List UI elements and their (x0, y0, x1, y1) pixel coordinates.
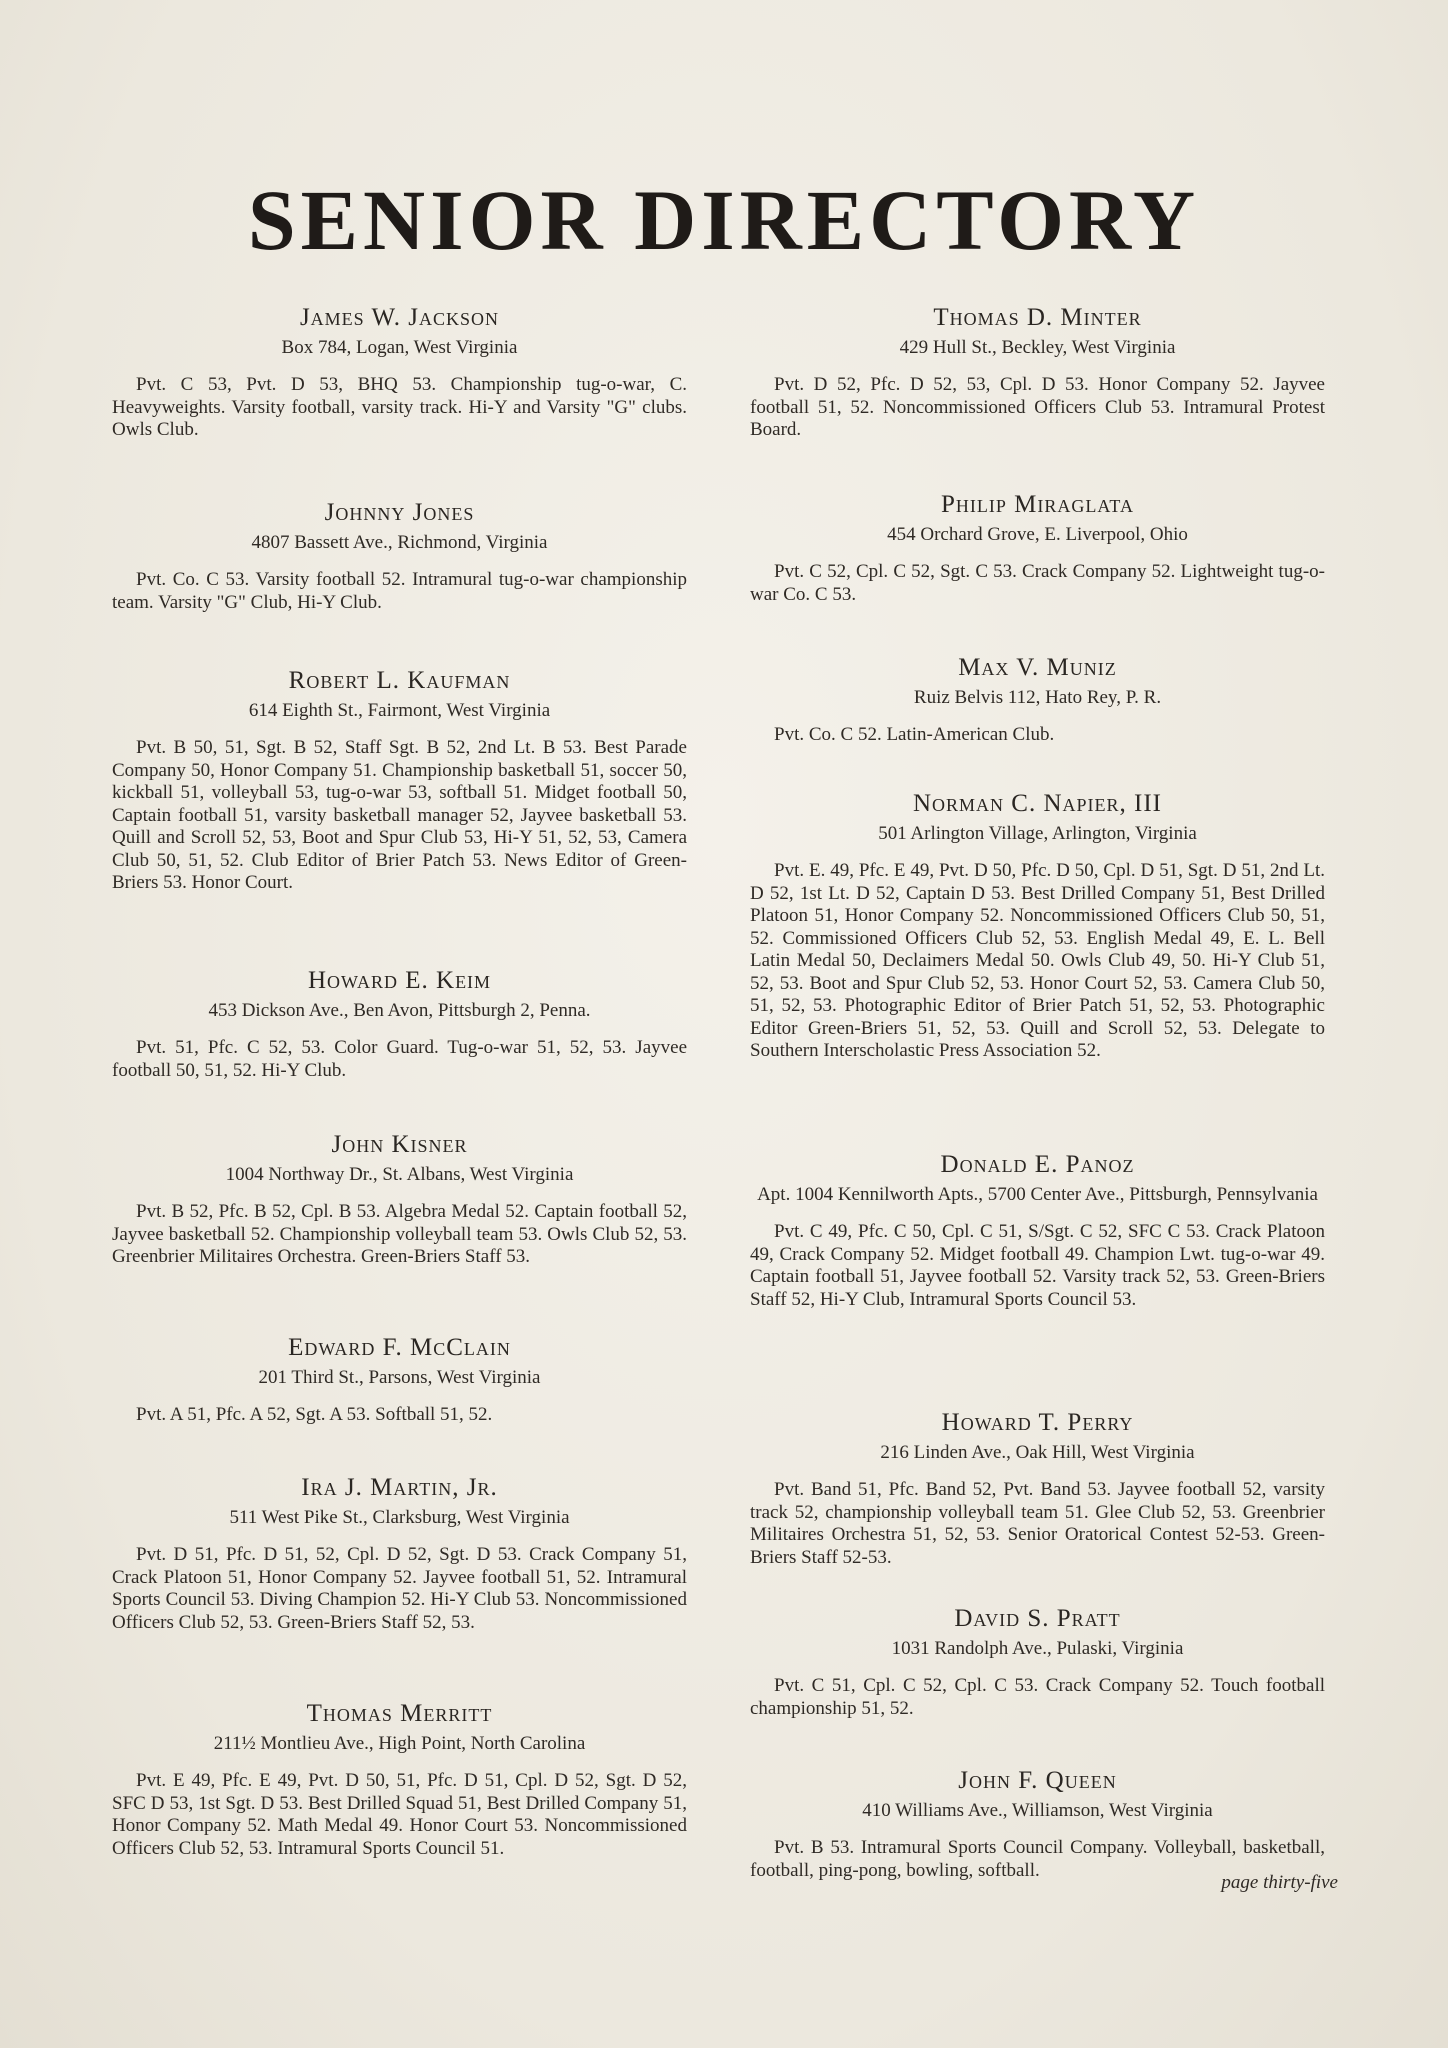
senior-name: Ira J. Martin, Jr. (301, 1474, 498, 1501)
senior-address: 216 Linden Ave., Oak Hill, West Virginia (880, 1442, 1195, 1463)
senior-address: Ruiz Belvis 112, Hato Rey, P. R. (913, 687, 1162, 708)
senior-record: Pvt. C 51, Cpl. C 52, Cpl. C 53. Crack Company 52. Touch football championship 51, 52. (750, 1675, 1325, 1719)
senior-record: Pvt. D 51, Pfc. D 51, 52, Cpl. D 52, Sgt. D 53. Crack Company 51, Crack Platoon 51, Honor Company 52. Jayvee football 51, 52. Intramural Sports Council 53. Diving Champion 52. Hi-Y Club 53. Noncommissioned Officers Club 52, 53. Green-Briers Staff 52, 53. (112, 1544, 687, 1633)
directory-entry (750, 1150, 1325, 1311)
senior-name: John Kisner (331, 1131, 468, 1158)
senior-name: James W. Jackson (299, 304, 500, 331)
directory-entry (750, 789, 1325, 1063)
senior-address: Box 784, Logan, West Virginia (281, 337, 518, 358)
senior-address: 1031 Randolph Ave., Pulaski, Virginia (891, 1638, 1184, 1659)
directory-entry (112, 1333, 687, 1427)
senior-name: Philip Miraglata (941, 491, 1134, 518)
senior-address: 4807 Bassett Ave., Richmond, Virginia (251, 532, 548, 553)
senior-record: Pvt. Band 51, Pfc. Band 52, Pvt. Band 53. Jayvee football 52, varsity track 52, championship volleyball team 51. Glee Club 52, 53. Greenbrier Militaires Orchestra 51, 52, 53. Senior Oratorical Contest 52-53. Green-Briers Staff 52-53. (750, 1479, 1325, 1568)
directory-entry (112, 498, 687, 614)
directory-entry (112, 1473, 687, 1634)
senior-record: Pvt. D 52, Pfc. D 52, 53, Cpl. D 53. Honor Company 52. Jayvee football 51, 52. Noncommissioned Officers Club 53. Intramural Protest Board. (750, 374, 1325, 440)
senior-name: Edward F. McClain (288, 1334, 511, 1361)
directory-entry (750, 653, 1325, 747)
senior-record: Pvt. Co. C 52. Latin-American Club. (774, 724, 1055, 745)
directory-entry (112, 666, 687, 895)
senior-record: Pvt. C 52, Cpl. C 52, Sgt. C 53. Crack Company 52. Lightweight tug-o-war Co. C 53. (750, 561, 1325, 605)
senior-record: Pvt. B 50, 51, Sgt. B 52, Staff Sgt. B 52, 2nd Lt. B 53. Best Parade Company 50, Honor Company 51. Championship basketball 51, soccer 50, kickball 51, volleyball 53, tug-o-war 53, softball 51. Midget football 50, Captain football 51, varsity basketball manager 52, Jayvee basketball 53. Quill and Scroll 52, 53, Boot and Spur Club 53, Hi-Y 51, 52, 53, Camera Club 50, 51, 52. Club Editor of Brier Patch 53. News Editor of Green-Briers 53. Honor Court. (112, 737, 687, 893)
directory-entry (112, 1130, 687, 1269)
directory-entry (750, 1604, 1325, 1720)
senior-address: 453 Dickson Ave., Ben Avon, Pittsburgh 2, Penna. (208, 1000, 591, 1021)
senior-name: Howard T. Perry (941, 1409, 1134, 1436)
directory-entry (750, 1408, 1325, 1569)
senior-address: 511 West Pike St., Clarksburg, West Virginia (229, 1507, 570, 1528)
senior-record: Pvt. C 49, Pfc. C 50, Cpl. C 51, S/Sgt. C 52, SFC C 53. Crack Platoon 49, Crack Company 52. Midget football 49. Champion Lwt. tug-o-war 49. Captain football 51, Jayvee football 52. Varsity track 52, 53. Green-Briers Staff 52, Hi-Y Club, Intramural Sports Council 53. (750, 1221, 1325, 1310)
senior-name: Johnny Jones (324, 499, 475, 526)
senior-record: Pvt. 51, Pfc. C 52, 53. Color Guard. Tug-o-war 51, 52, 53. Jayvee football 50, 51, 52. Hi-Y Club. (112, 1037, 687, 1081)
senior-address: 1004 Northway Dr., St. Albans, West Virginia (225, 1164, 574, 1185)
senior-name: Max V. Muniz (958, 654, 1117, 681)
senior-address: 410 Williams Ave., Williamson, West Virginia (862, 1800, 1213, 1821)
senior-name: John F. Queen (958, 1767, 1117, 1794)
senior-address: 201 Third St., Parsons, West Virginia (258, 1367, 541, 1388)
senior-address: 429 Hull St., Beckley, West Virginia (899, 337, 1176, 358)
directory-entry (750, 303, 1325, 442)
senior-address: 454 Orchard Grove, E. Liverpool, Ohio (887, 524, 1188, 545)
senior-record: Pvt. Co. C 53. Varsity football 52. Intramural tug-o-war championship team. Varsity "G" Club, Hi-Y Club. (112, 569, 687, 613)
senior-name: Norman C. Napier, III (912, 790, 1163, 817)
senior-record: Pvt. E 49, Pfc. E 49, Pvt. D 50, 51, Pfc. D 51, Cpl. D 52, Sgt. D 52, SFC D 53, 1st Sgt. D 53. Best Drilled Squad 51, Best Drilled Company 51, Honor Company 52. Math Medal 49. Honor Court 53. Noncommissioned Officers Club 52, 53. Intramural Sports Council 51. (112, 1770, 687, 1859)
senior-address: 211½ Montlieu Ave., High Point, North Carolina (213, 1733, 586, 1754)
senior-address: Apt. 1004 Kennilworth Apts., 5700 Center Ave., Pittsburgh, Pennsylvania (757, 1184, 1318, 1205)
senior-record: Pvt. B 52, Pfc. B 52, Cpl. B 53. Algebra Medal 52. Captain football 52, Jayvee basketball 52. Championship volleyball team 53. Owls Club 52, 53. Greenbrier Militaires Orchestra. Green-Briers Staff 53. (112, 1201, 687, 1267)
senior-address: 614 Eighth St., Fairmont, West Virginia (248, 700, 551, 721)
senior-record: Pvt. E. 49, Pfc. E 49, Pvt. D 50, Pfc. D 50, Cpl. D 51, Sgt. D 51, 2nd Lt. D 52, 1st Lt. D 52, Captain D 53. Best Drilled Company 51, Best Drilled Platoon 51, Honor Company 52. Noncommissioned Officers Club 50, 51, 52. Commissioned Officers Club 52, 53. English Medal 49, E. L. Bell Latin Medal 50, Declaimers Medal 50. Owls Club 49, 50. Hi-Y Club 51, 52, 53. Boot and Spur Club 52, 53. Honor Court 52, 53. Camera Club 50, 51, 52, 53. Photographic Editor of Brier Patch 51, 52, 53. Photographic Editor Green-Briers 51, 52, 53. Quill and Scroll 52, 53. Delegate to Southern Interscholastic Press Association 52. (750, 860, 1325, 1061)
page-number: page thirty-five (1221, 1872, 1338, 1893)
senior-name: David S. Pratt (954, 1605, 1121, 1632)
directory-entry (750, 490, 1325, 606)
senior-name: Thomas D. Minter (933, 304, 1142, 331)
senior-address: 501 Arlington Village, Arlington, Virginia (878, 823, 1197, 844)
page-title: SENIOR DIRECTORY (247, 172, 1201, 268)
directory-entry (112, 1699, 687, 1860)
senior-name: Howard E. Keim (307, 967, 492, 994)
directory-entry (750, 1766, 1325, 1882)
senior-record: Pvt. A 51, Pfc. A 52, Sgt. A 53. Softball 51, 52. (136, 1404, 493, 1425)
senior-name: Donald E. Panoz (940, 1151, 1135, 1178)
directory-entry (112, 966, 687, 1082)
senior-name: Thomas Merritt (306, 1700, 493, 1727)
senior-name: Robert L. Kaufman (288, 667, 511, 694)
senior-record: Pvt. C 53, Pvt. D 53, BHQ 53. Championship tug-o-war, C. Heavyweights. Varsity football, varsity track. Hi-Y and Varsity "G" clubs. Owls Club. (112, 374, 687, 440)
senior-record: Pvt. B 53. Intramural Sports Council Company. Volleyball, basketball, football, ping-pong, bowling, softball. (750, 1837, 1325, 1881)
directory-entry (112, 303, 687, 442)
